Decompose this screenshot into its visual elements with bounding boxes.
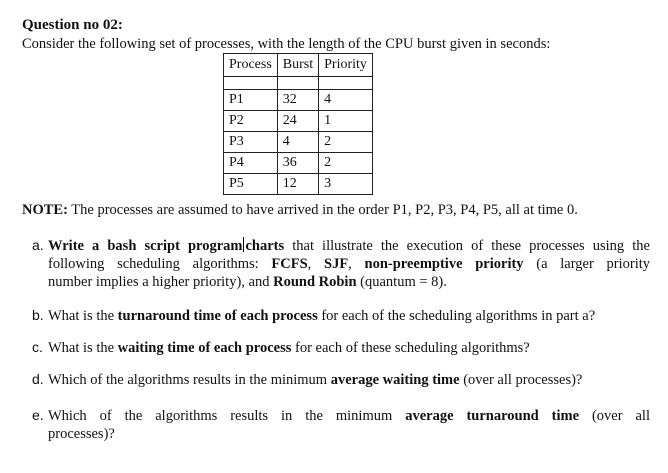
question-e-marker: e. (32, 407, 44, 423)
question-heading: Question no 02: (22, 17, 123, 33)
intro-text: Consider the following set of processes, with the length of the CPU burst given in seconds: (22, 36, 551, 52)
question-c-bold: waiting time of each process (117, 340, 292, 356)
note-text: The processes are assumed to have arrived in the order P1, P2, P3, P4, P5, all at time 0. (67, 202, 578, 218)
question-a-bold-charts: charts (245, 238, 285, 254)
question-a-fcfs: FCFS (271, 256, 308, 272)
question-a-marker: a. (32, 237, 44, 253)
question-e-post: (over all (579, 408, 650, 424)
question-e-pre: Which of the algorithms results in the minimum (48, 408, 406, 424)
question-a-sjf: SJF (324, 256, 349, 272)
cell-burst: 12 (277, 174, 318, 195)
question-e-bold: average turnaround time (405, 408, 580, 424)
question-a-line1: that illustrate the execution of these processes using the (284, 238, 650, 254)
question-e-line2: processes)? (48, 426, 115, 442)
question-c-pre: What is the (48, 340, 118, 356)
cell-process: P1 (224, 90, 278, 111)
question-b (32, 306, 650, 325)
table-row (224, 132, 373, 153)
note-paragraph (22, 201, 578, 219)
col-header-burst: Burst (277, 54, 318, 77)
cell-burst: 24 (277, 111, 318, 132)
cell-burst: 36 (277, 153, 318, 174)
question-b-marker: b. (32, 307, 44, 323)
question-c (32, 338, 650, 357)
question-d-post: (over all processes)? (459, 372, 583, 388)
question-a-comma1: , (307, 256, 324, 272)
table-row (224, 153, 373, 174)
question-a (32, 236, 650, 291)
cell-priority: 4 (319, 90, 373, 111)
note-label: NOTE: (22, 202, 68, 218)
question-e (32, 406, 650, 443)
cell-burst: 4 (277, 132, 318, 153)
question-a-npp: non-preemptive priority (364, 256, 524, 272)
cell-burst: 32 (277, 90, 318, 111)
table-row (224, 111, 373, 132)
cell-process: P2 (224, 111, 278, 132)
cell-process: P4 (224, 153, 278, 174)
question-b-post: for each of the scheduling algorithms in part a? (317, 308, 596, 324)
process-table (223, 53, 373, 195)
question-d-pre: Which of the algorithms results in the minimum (48, 372, 331, 388)
question-b-pre: What is the (48, 308, 118, 324)
question-a-comma2: , (348, 256, 365, 272)
table-row (224, 90, 373, 111)
cell-priority: 2 (319, 153, 373, 174)
cell-priority: 3 (319, 174, 373, 195)
question-d-bold: average waiting time (330, 372, 460, 388)
table-spacer-row (224, 77, 373, 90)
question-a-line3a: number implies a higher priority), and (48, 274, 274, 290)
question-a-line3b: (quantum = 8). (356, 274, 447, 290)
table-row (224, 174, 373, 195)
question-c-marker: c. (32, 339, 43, 355)
cell-process: P5 (224, 174, 278, 195)
cell-process: P3 (224, 132, 278, 153)
cell-priority: 1 (319, 111, 373, 132)
question-a-line2b: (a larger priority (523, 256, 651, 272)
question-a-bold-script: Write a bash script program (48, 238, 243, 254)
question-a-rr: Round Robin (273, 274, 357, 290)
table-header-row (224, 54, 373, 77)
cell-priority: 2 (319, 132, 373, 153)
question-d (32, 370, 650, 389)
question-b-bold: turnaround time of each process (117, 308, 318, 324)
question-d-marker: d. (32, 371, 44, 387)
col-header-process: Process (224, 54, 278, 77)
col-header-priority: Priority (319, 54, 373, 77)
question-c-post: for each of these scheduling algorithms? (291, 340, 530, 356)
question-a-line2a: following scheduling algorithms: (48, 256, 272, 272)
